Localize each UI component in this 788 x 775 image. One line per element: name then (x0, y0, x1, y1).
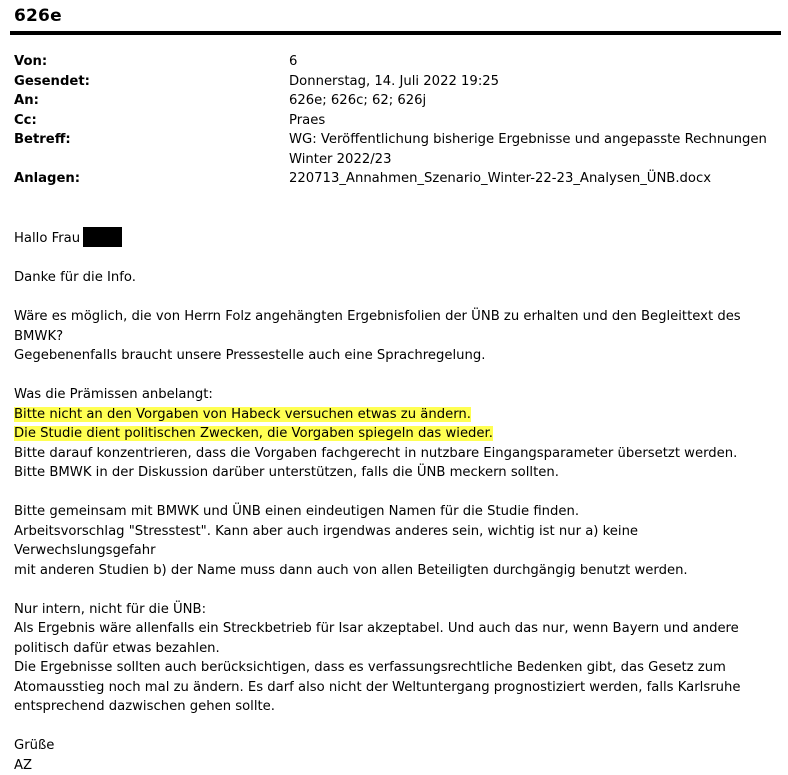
header-row-cc (14, 111, 774, 131)
header-label-cc: Cc: (14, 111, 289, 131)
header-value-to: 626e; 626c; 62; 626j (289, 91, 774, 111)
para1-line1: Wäre es möglich, die von Herrn Folz angehängten Ergebnisfolien der ÜNB zu erhalten und den Begleittext des (14, 307, 774, 327)
para4-line5: Atomausstieg noch mal zu ändern. Es darf also nicht der Weltuntergang prognostiziert werden, falls Karlsruhe (14, 678, 774, 698)
header-label-subject: Betreff: (14, 130, 289, 169)
header-row-from (14, 52, 774, 72)
premises-line-3: Bitte darauf konzentrieren, dass die Vorgaben fachgerecht in nutzbare Eingangsparameter übersetzt werden. (14, 444, 774, 464)
highlight-line-2 (14, 424, 774, 444)
para4-line1: Nur intern, nicht für die ÜNB: (14, 600, 774, 620)
header-row-sent (14, 72, 774, 92)
header-label-attachments: Anlagen: (14, 169, 289, 189)
header-row-attachments (14, 169, 774, 189)
premises-intro: Was die Prämissen anbelangt: (14, 385, 774, 405)
para4-line2: Als Ergebnis wäre allenfalls ein Streckbetrieb für Isar akzeptabel. Und auch das nur, wenn Bayern und andere (14, 619, 774, 639)
document-title: 626e (14, 6, 62, 26)
email-body (14, 227, 774, 775)
header-value-from: 6 (289, 52, 774, 72)
subject-line-2: Winter 2022/23 (289, 150, 774, 170)
closing-line: Grüße (14, 736, 774, 756)
para3-line3: mit anderen Studien b) der Name muss dann auch von allen Beteiligten durchgängig benutzt werden. (14, 561, 774, 581)
highlighted-text-2: Die Studie dient politischen Zwecken, die Vorgaben spiegeln das wieder. (14, 426, 493, 441)
header-label-to: An: (14, 91, 289, 111)
para1-line3: Gegebenenfalls braucht unsere Pressestelle auch eine Sprachregelung. (14, 346, 774, 366)
greeting-text: Hallo Frau (14, 231, 80, 246)
para4-line4: Die Ergebnisse sollten auch berücksichtigen, dass es verfassungsrechtliche Bedenken gibt, das Gesetz zum (14, 658, 774, 678)
highlight-line-1 (14, 405, 774, 425)
attachment-filename[interactable]: 220713_Annahmen_Szenario_Winter-22-23_Analysen_ÜNB.docx (289, 169, 774, 189)
email-headers (14, 52, 774, 189)
subject-line-1: WG: Veröffentlichung bisherige Ergebnisse und angepasste Rechnungen (289, 130, 774, 150)
header-label-sent: Gesendet: (14, 72, 289, 92)
redaction-bar (83, 227, 122, 247)
header-label-from: Von: (14, 52, 289, 72)
para3-line2: Arbeitsvorschlag "Stresstest". Kann aber auch irgendwas anderes sein, wichtig ist nur a) keine Verwechslungsgefahr (14, 522, 774, 561)
signature-line: AZ (14, 756, 774, 775)
para4-line3: politisch dafür etwas bezahlen. (14, 639, 774, 659)
header-row-to (14, 91, 774, 111)
greeting-line (14, 227, 774, 249)
premises-line-4: Bitte BMWK in der Diskussion darüber unterstützen, falls die ÜNB meckern sollten. (14, 463, 774, 483)
header-row-subject (14, 130, 774, 169)
para1-line2: BMWK? (14, 327, 774, 347)
header-value-cc: Praes (289, 111, 774, 131)
title-divider (10, 31, 781, 35)
header-value-sent: Donnerstag, 14. Juli 2022 19:25 (289, 72, 774, 92)
header-value-subject (289, 130, 774, 169)
para4-line6: entsprechend dazwischen gehen sollte. (14, 697, 774, 717)
para3-line1: Bitte gemeinsam mit BMWK und ÜNB einen eindeutigen Namen für die Studie finden. (14, 502, 774, 522)
highlighted-text-1: Bitte nicht an den Vorgaben von Habeck versuchen etwas zu ändern. (14, 407, 471, 422)
thanks-line: Danke für die Info. (14, 268, 774, 288)
